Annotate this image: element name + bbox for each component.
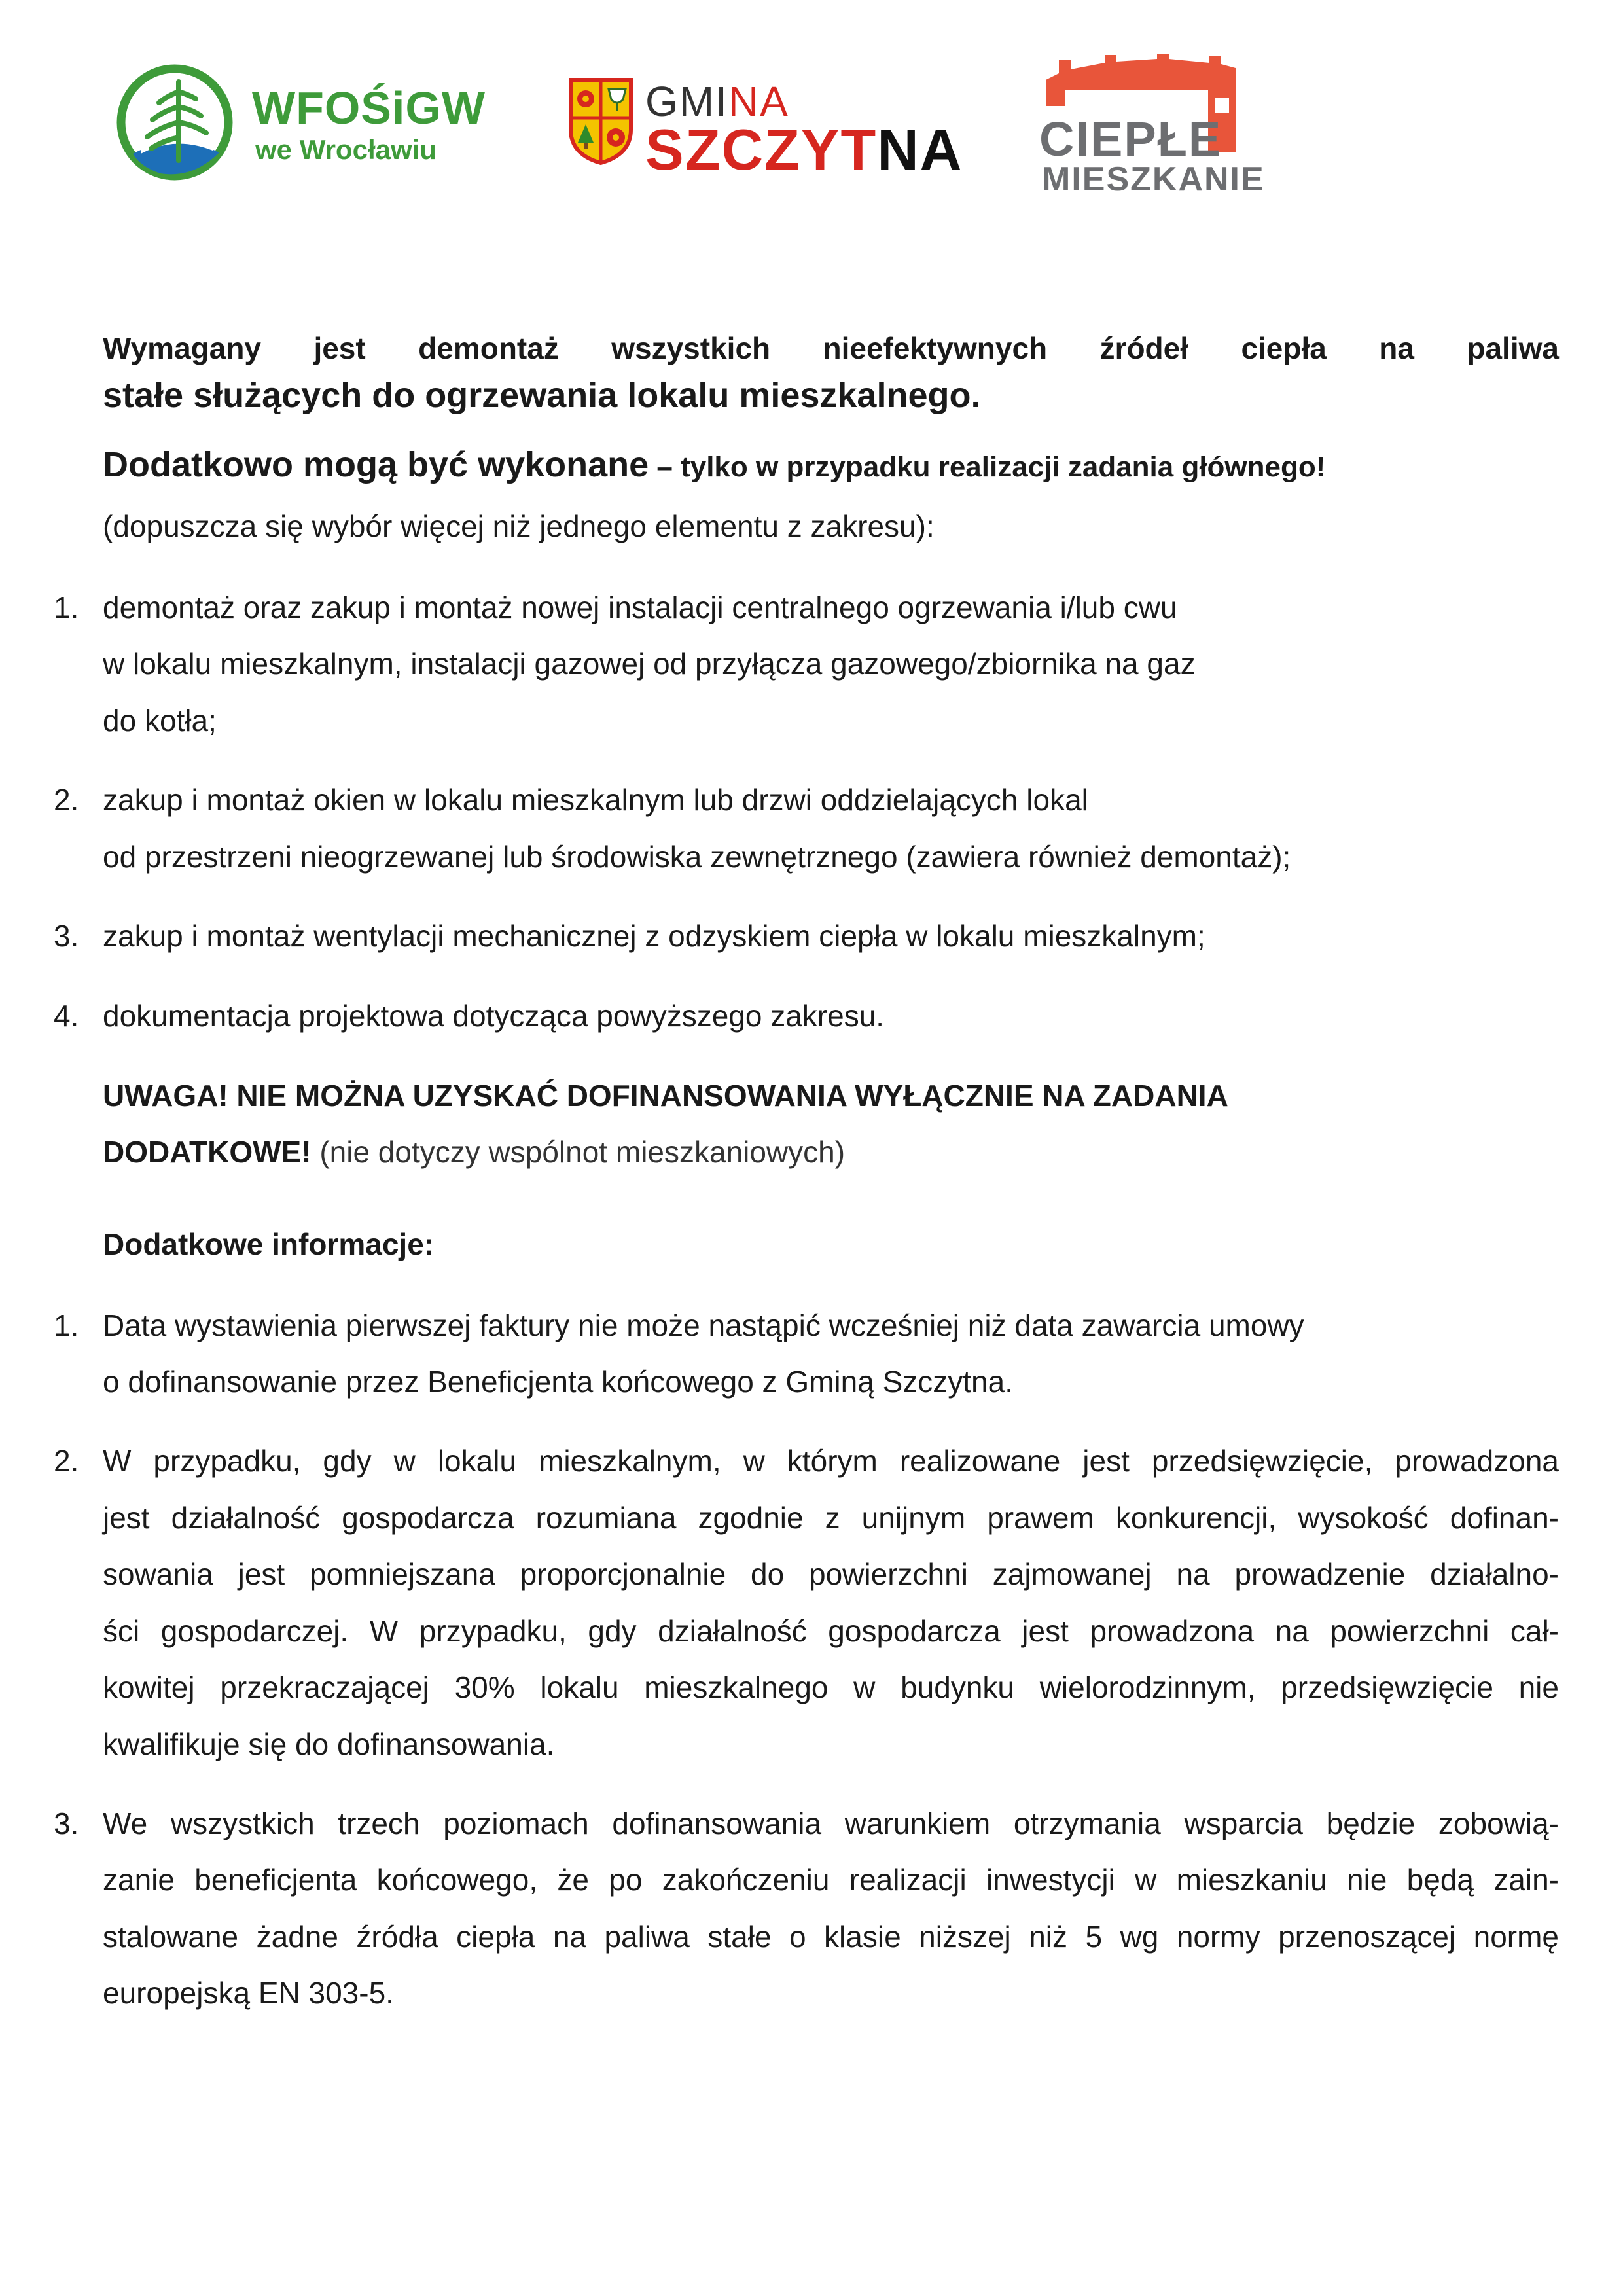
list-line: kowitej przekraczającej 30% lokalu mieszkalnego w budynku wielorodzinnym, przedsięwzięcie nie xyxy=(103,1670,1559,1704)
list-line: od przestrzeni nieogrzewanej lub środowiska zewnętrznego (zawiera również demontaż); xyxy=(103,840,1291,874)
list-line: do kotła; xyxy=(103,704,217,738)
additional-scope-big: Dodatkowo mogą być wykonane xyxy=(103,445,649,484)
warning-note: (nie dotyczy wspólnot mieszkaniowych) xyxy=(311,1135,846,1169)
list-line: ści gospodarczej. W przypadku, gdy działalność gospodarcza jest prowadzona na powierzchni cał- xyxy=(103,1614,1559,1648)
list-line: W przypadku, gdy w lokalu mieszkalnym, w którym realizowane jest przedsięwzięcie, prowadzona xyxy=(103,1444,1559,1478)
list-number: 1. xyxy=(54,1308,79,1342)
list-number: 1. xyxy=(54,590,79,624)
coat-of-arms-icon xyxy=(568,77,633,166)
warning-line-1: UWAGA! NIE MOŻNA UZYSKAĆ DOFINANSOWANIA WYŁĄCZNIE NA ZADANIA xyxy=(103,1079,1228,1113)
wfosigw-title: WFOŚiGW xyxy=(252,82,486,134)
list-line: europejską EN 303-5. xyxy=(103,1976,394,2010)
list-line: jest działalność gospodarcza rozumiana zgodnie z unijnym prawem konkurencji, wysokość dofinan- xyxy=(103,1501,1559,1535)
list-line: stalowane żadne źródła ciepła na paliwa stałe o klasie niższej niż 5 wg normy przenoszącej normę xyxy=(103,1920,1559,1954)
list-line: We wszystkich trzech poziomach dofinansowania warunkiem otrzymania wsparcia będzie zobowią- xyxy=(103,1806,1559,1840)
list-line: zakup i montaż wentylacji mechanicznej z odzyskiem ciepła w lokalu mieszkalnym; xyxy=(103,919,1205,953)
cieple-word: CIEPŁE xyxy=(1039,112,1222,166)
warning-bold: DODATKOWE! xyxy=(103,1135,312,1169)
list-line: demontaż oraz zakup i montaż nowej instalacji centralnego ogrzewania i/lub cwu xyxy=(103,590,1177,624)
list-line: dokumentacja projektowa dotycząca powyższego zakresu. xyxy=(103,999,885,1033)
list-line: o dofinansowanie przez Beneficjenta końcowego z Gminą Szczytna. xyxy=(103,1365,1014,1399)
list-line: Data wystawienia pierwszej faktury nie może nastąpić wcześniej niż data zawarcia umowy xyxy=(103,1308,1304,1342)
logo-bar xyxy=(0,0,1623,209)
list-number: 3. xyxy=(54,1806,79,1840)
tree-emblem-icon xyxy=(115,62,236,183)
list-line: zakup i montaż okien w lokalu mieszkalnym lub drzwi oddzielających lokal xyxy=(103,783,1088,817)
additional-scope-heading xyxy=(103,445,1325,487)
additional-info-heading: Dodatkowe informacje: xyxy=(103,1227,435,1261)
list-line: w lokalu mieszkalnym, instalacji gazowej od przyłącza gazowego/zbiornika na gaz xyxy=(103,647,1196,681)
wfosigw-subtitle: we Wrocławiu xyxy=(255,134,437,165)
list-line: sowania jest pomniejszana proporcjonalnie do powierzchni zajmowanej na prowadzenie działalno- xyxy=(103,1557,1559,1591)
gmina-top-text: GMI xyxy=(645,78,728,125)
szczytna-accent: NA xyxy=(877,117,963,182)
warning-line-2 xyxy=(103,1132,845,1172)
wfosigw-logo xyxy=(115,62,507,183)
szczytna-word xyxy=(645,117,963,183)
list-number: 3. xyxy=(54,919,79,953)
cieple-mieszkanie-logo xyxy=(1039,54,1275,198)
additional-scope-small: – tylko w przypadku realizacji zadania głównego! xyxy=(649,451,1326,483)
szczytna-text: SZCZYT xyxy=(645,117,878,182)
list-number: 2. xyxy=(54,783,79,817)
list-line: zanie beneficjenta końcowego, że po zakończeniu realizacji inwestycji w mieszkaniu nie będą zain- xyxy=(103,1863,1559,1897)
selection-note: (dopuszcza się wybór więcej niż jednego elementu z zakresu): xyxy=(103,509,935,543)
main-heading-line-1: Wymagany jest demontaż wszystkich nieefektywnych źródeł ciepła na paliwa xyxy=(103,331,1559,365)
list-number: 4. xyxy=(54,999,79,1033)
list-number: 2. xyxy=(54,1444,79,1478)
mieszkanie-word: MIESZKANIE xyxy=(1042,160,1265,198)
gmina-szczytna-logo xyxy=(568,77,961,182)
list-line: kwalifikuje się do dofinansowania. xyxy=(103,1727,555,1761)
gmina-top-accent: NA xyxy=(728,78,789,125)
main-heading-line-2: stałe służących do ogrzewania lokalu mieszkalnego. xyxy=(103,376,981,415)
